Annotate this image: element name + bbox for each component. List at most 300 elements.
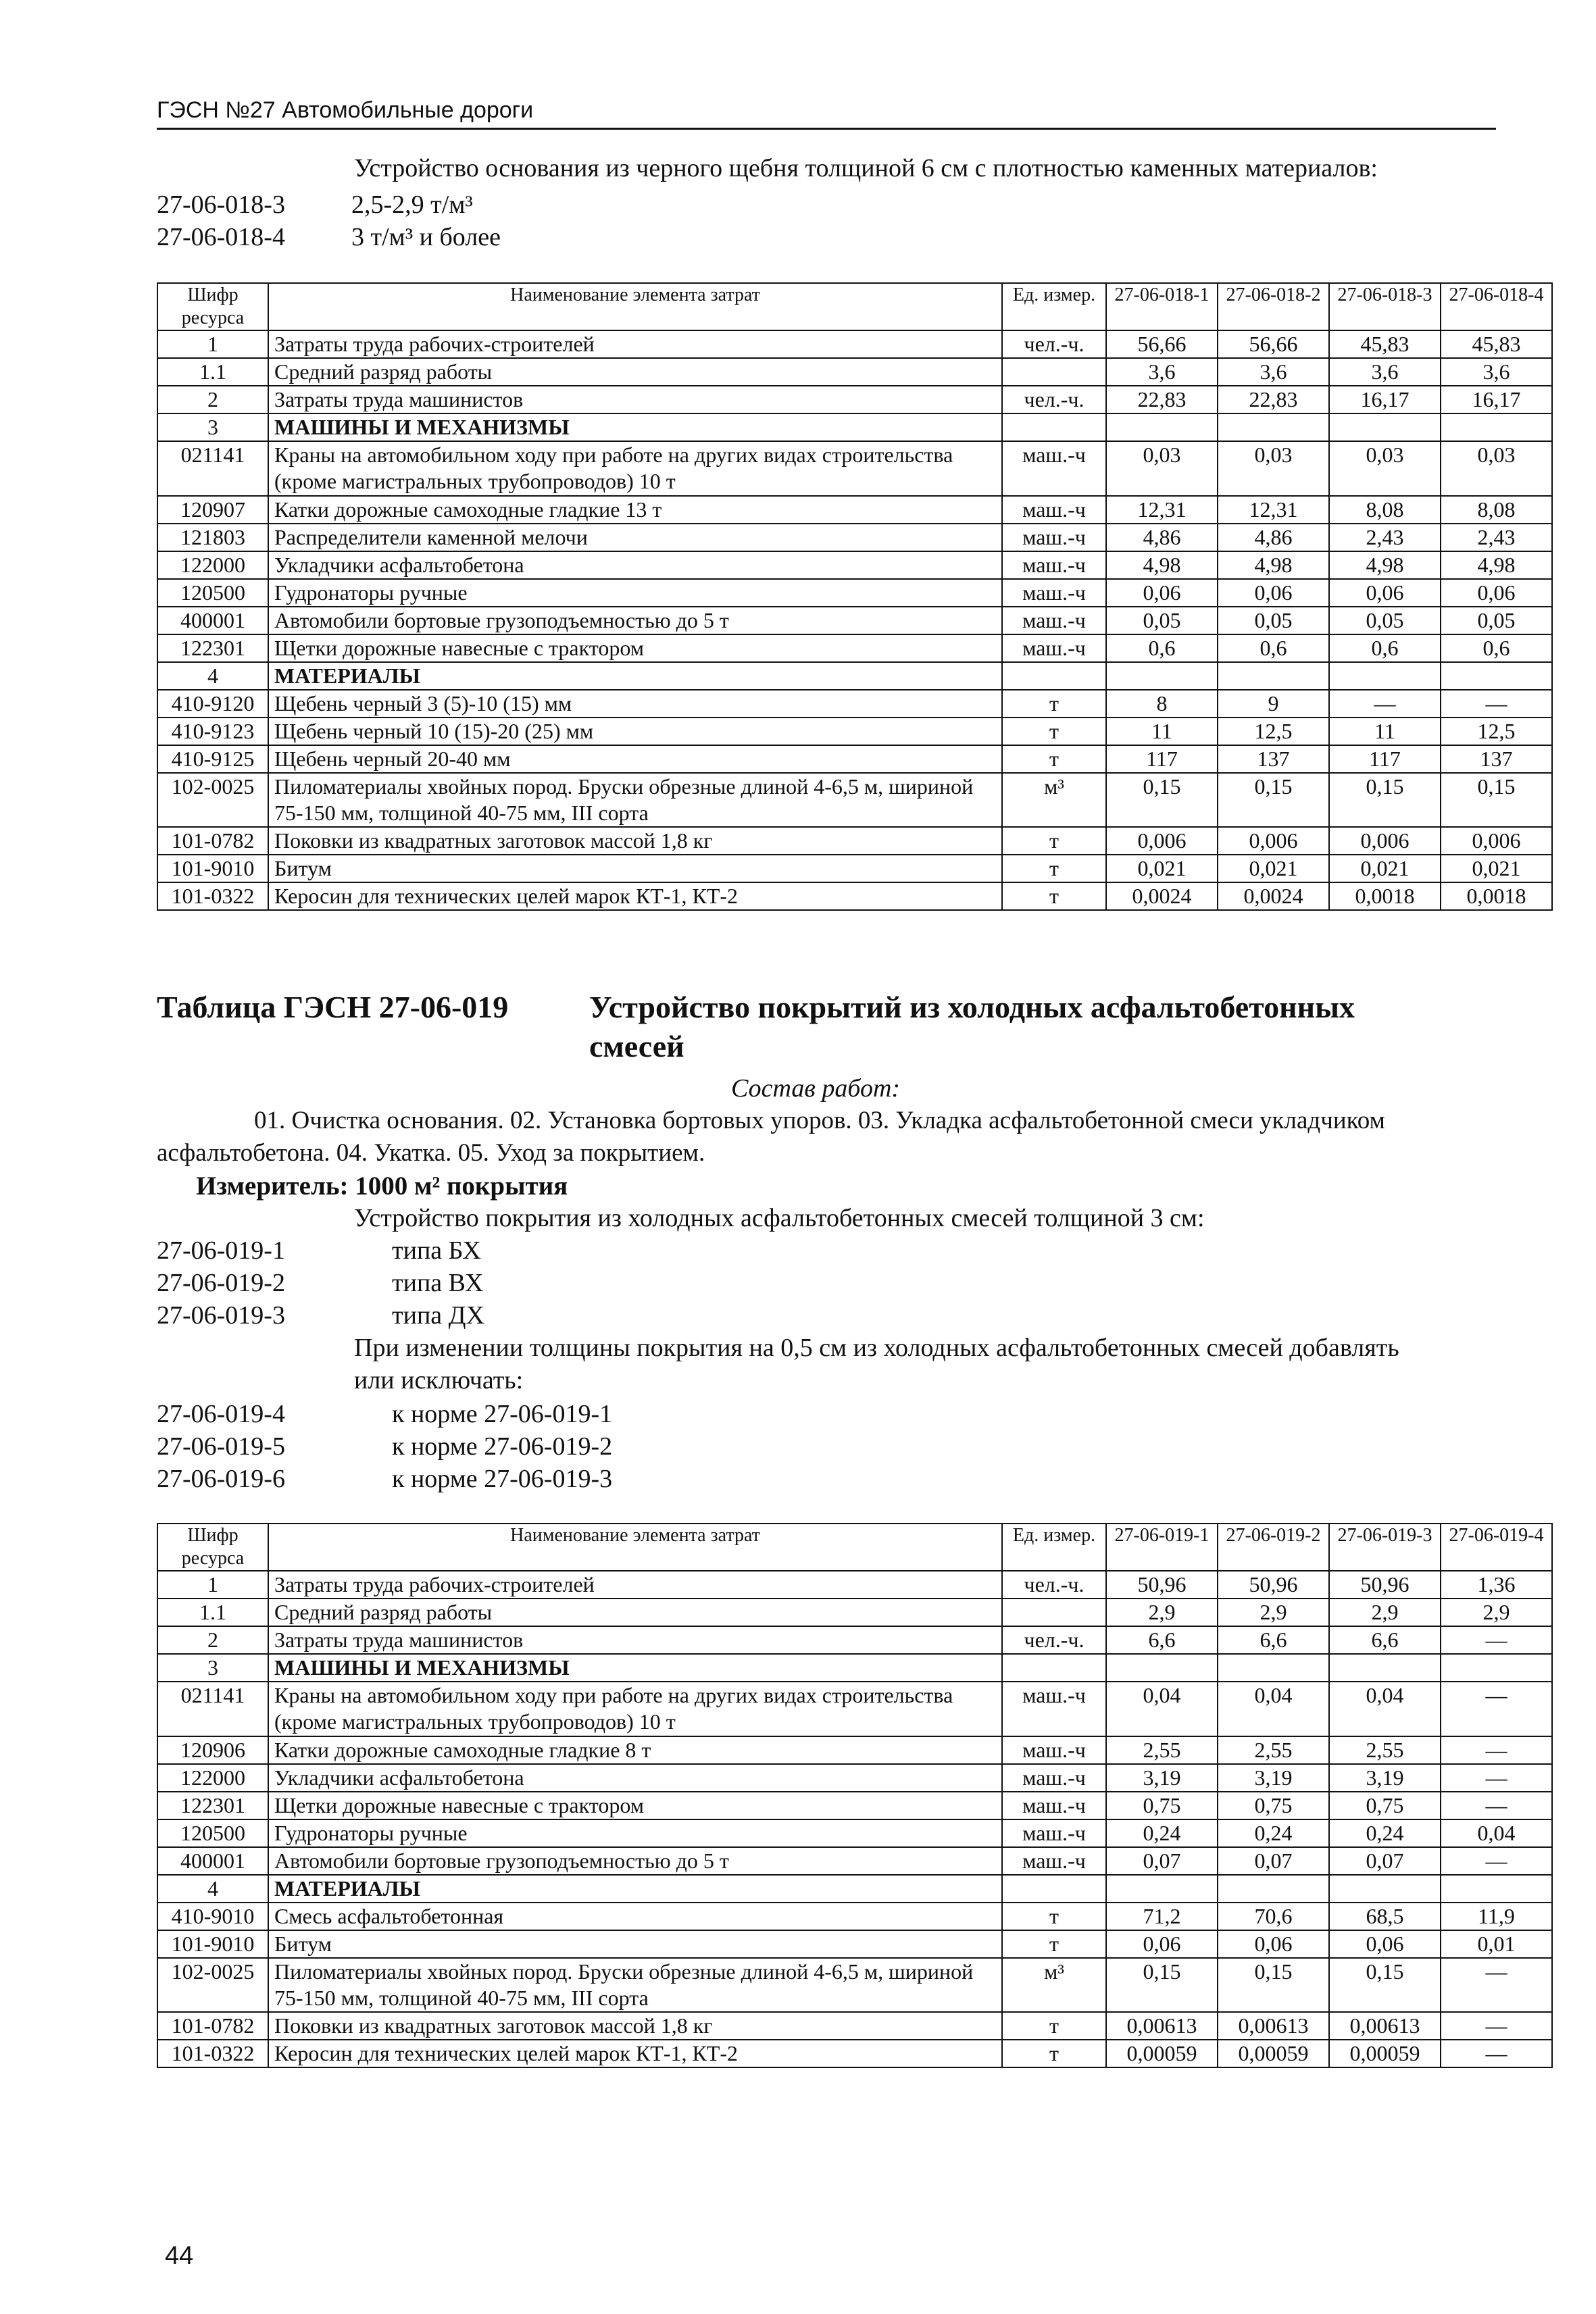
sec2-code-6: 27-06-019-6	[157, 1465, 285, 1493]
cell-norm-3: 4,98	[1329, 551, 1441, 579]
cell-unit: маш.-ч	[1002, 1736, 1106, 1764]
cell-norm-3: 3,19	[1329, 1764, 1441, 1792]
cell-norm-3: 0,0018	[1329, 882, 1441, 910]
col-header-norm-2: 27-06-018-2	[1218, 283, 1329, 330]
cell-name: Битум	[268, 855, 1002, 882]
cell-code: 101-0322	[157, 2040, 268, 2067]
cell-code: 3	[157, 413, 268, 441]
table-row	[157, 1626, 1552, 1654]
cell-norm-4: —	[1441, 1764, 1552, 1792]
cell-norm-4: 11,9	[1441, 1903, 1552, 1930]
cell-norm-4: —	[1441, 1792, 1552, 1819]
section-title-line-1: Устройство покрытий из холодных асфальтобетонных	[589, 990, 1355, 1024]
cell-code: 101-0322	[157, 882, 268, 910]
table-row	[157, 1599, 1552, 1626]
cell-unit: маш.-ч	[1002, 1682, 1106, 1736]
col-header-norm-3: 27-06-019-3	[1329, 1524, 1441, 1571]
cell-norm-4: —	[1441, 1958, 1552, 2012]
table-row	[157, 1571, 1552, 1599]
cell-norm-2: 9	[1218, 690, 1329, 718]
cell-name: Автомобили бортовые грузоподъемностью до 5 т	[268, 1847, 1002, 1875]
cell-norm-3: 0,24	[1329, 1819, 1441, 1847]
cell-name: МАТЕРИАЛЫ	[268, 662, 1002, 690]
change-line-2: или исключать:	[354, 1366, 524, 1394]
cell-norm-4: 16,17	[1441, 386, 1552, 413]
cell-norm-2: 6,6	[1218, 1626, 1329, 1654]
cell-code: 120500	[157, 579, 268, 607]
table-row	[157, 745, 1552, 773]
cell-name: МАТЕРИАЛЫ	[268, 1875, 1002, 1903]
cell-norm-2: 0,15	[1218, 1958, 1329, 2012]
cell-norm-2: 0,0024	[1218, 882, 1329, 910]
cell-unit: маш.-ч	[1002, 634, 1106, 662]
cell-name: Укладчики асфальтобетона	[268, 551, 1002, 579]
cell-unit: т	[1002, 2040, 1106, 2067]
cell-norm-1	[1106, 662, 1218, 690]
cell-norm-2: 4,86	[1218, 524, 1329, 551]
cell-norm-4: 1,36	[1441, 1571, 1552, 1599]
sec2-text-2: типа ВХ	[392, 1269, 484, 1297]
sec2-text-5: к норме 27-06-019-2	[392, 1432, 613, 1461]
cell-name: Затраты труда машинистов	[268, 386, 1002, 413]
table-row	[157, 496, 1552, 524]
cell-norm-2: 2,55	[1218, 1736, 1329, 1764]
norms-table-2	[157, 1523, 1553, 2068]
cell-norm-1: 0,00059	[1106, 2040, 1218, 2067]
cell-norm-3: 2,9	[1329, 1599, 1441, 1626]
cell-norm-1: 3,19	[1106, 1764, 1218, 1792]
cell-unit: чел.-ч.	[1002, 1626, 1106, 1654]
cell-norm-4: 0,6	[1441, 634, 1552, 662]
col-header-norm-4: 27-06-019-4	[1441, 1524, 1552, 1571]
table-row	[157, 551, 1552, 579]
cell-norm-2: 0,06	[1218, 1930, 1329, 1958]
sec1-text-1: 2,5-2,9 т/м³	[351, 191, 473, 219]
cell-norm-1: 0,06	[1106, 1930, 1218, 1958]
cell-norm-4: 0,04	[1441, 1819, 1552, 1847]
sec2-text-4: к норме 27-06-019-1	[392, 1400, 613, 1428]
cell-norm-2	[1218, 1875, 1329, 1903]
cell-unit	[1002, 358, 1106, 386]
cell-norm-4: 0,06	[1441, 579, 1552, 607]
running-header: ГЭСН №27 Автомобильные дороги	[157, 96, 1496, 130]
table-row	[157, 1764, 1552, 1792]
cell-name: Щетки дорожные навесные с трактором	[268, 1792, 1002, 1819]
cell-code: 120500	[157, 1819, 268, 1847]
col-header-code: Шифр ресурса	[157, 283, 268, 330]
cell-name: Щетки дорожные навесные с трактором	[268, 634, 1002, 662]
cell-norm-1: 0,05	[1106, 607, 1218, 634]
sec2-intro: Устройство покрытия из холодных асфальтобетонных смесей толщиной 3 см:	[354, 1204, 1205, 1232]
cell-unit: маш.-ч	[1002, 1764, 1106, 1792]
cell-unit: маш.-ч	[1002, 524, 1106, 551]
cell-code: 122000	[157, 551, 268, 579]
cell-norm-2: 0,6	[1218, 634, 1329, 662]
cell-code: 021141	[157, 441, 268, 495]
cell-code: 101-0782	[157, 2012, 268, 2040]
cell-norm-3: 0,06	[1329, 1930, 1441, 1958]
cell-unit: т	[1002, 718, 1106, 745]
cell-norm-4: —	[1441, 690, 1552, 718]
cell-norm-1: 8	[1106, 690, 1218, 718]
measure-unit: Измеритель: 1000 м² покрытия	[196, 1172, 568, 1201]
sec1-code-2: 27-06-018-4	[157, 223, 285, 251]
cell-norm-3	[1329, 662, 1441, 690]
table-row	[157, 579, 1552, 607]
cell-code: 2	[157, 386, 268, 413]
cell-code: 120906	[157, 1736, 268, 1764]
cell-norm-4: 0,05	[1441, 607, 1552, 634]
cell-code: 122301	[157, 634, 268, 662]
table-row	[157, 1847, 1552, 1875]
cell-name: Катки дорожные самоходные гладкие 13 т	[268, 496, 1002, 524]
cell-norm-1: 0,006	[1106, 827, 1218, 855]
cell-norm-1: 4,86	[1106, 524, 1218, 551]
cell-norm-4: 0,01	[1441, 1930, 1552, 1958]
cell-norm-2: 50,96	[1218, 1571, 1329, 1599]
cell-name: Краны на автомобильном ходу при работе на других видах строительства (кроме магистральных трубопроводов) 10 т	[268, 1682, 1002, 1736]
cell-norm-2: 12,31	[1218, 496, 1329, 524]
cell-name: Средний разряд работы	[268, 1599, 1002, 1626]
cell-norm-4: 2,9	[1441, 1599, 1552, 1626]
cell-code: 1.1	[157, 1599, 268, 1626]
cell-norm-4: 137	[1441, 745, 1552, 773]
cell-unit: маш.-ч	[1002, 607, 1106, 634]
cell-norm-1	[1106, 413, 1218, 441]
cell-norm-4: —	[1441, 1682, 1552, 1736]
cell-name: Поковки из квадратных заготовок массой 1,8 кг	[268, 827, 1002, 855]
table-row	[157, 2040, 1552, 2067]
cell-unit: т	[1002, 745, 1106, 773]
cell-norm-2	[1218, 1654, 1329, 1682]
cell-norm-2: 137	[1218, 745, 1329, 773]
cell-unit	[1002, 1599, 1106, 1626]
cell-name: Гудронаторы ручные	[268, 1819, 1002, 1847]
cell-norm-4: —	[1441, 2040, 1552, 2067]
cell-norm-3: 6,6	[1329, 1626, 1441, 1654]
cell-norm-2: 0,75	[1218, 1792, 1329, 1819]
cell-unit: чел.-ч.	[1002, 330, 1106, 358]
cell-norm-2: 70,6	[1218, 1903, 1329, 1930]
cell-code: 120907	[157, 496, 268, 524]
sec2-code-5: 27-06-019-5	[157, 1432, 285, 1461]
cell-unit: т	[1002, 690, 1106, 718]
cell-code: 3	[157, 1654, 268, 1682]
cell-norm-3: 0,6	[1329, 634, 1441, 662]
cell-norm-2: 3,19	[1218, 1764, 1329, 1792]
cell-unit: чел.-ч.	[1002, 386, 1106, 413]
cell-name: МАШИНЫ И МЕХАНИЗМЫ	[268, 1654, 1002, 1682]
table-row	[157, 855, 1552, 882]
cell-norm-4: 0,03	[1441, 441, 1552, 495]
cell-name: Затраты труда машинистов	[268, 1626, 1002, 1654]
cell-unit: т	[1002, 855, 1106, 882]
composition-line-2: асфальтобетона. 04. Укатка. 05. Уход за покрытием.	[157, 1139, 705, 1167]
cell-code: 121803	[157, 524, 268, 551]
cell-norm-3: 45,83	[1329, 330, 1441, 358]
cell-norm-1: 6,6	[1106, 1626, 1218, 1654]
cell-code: 101-9010	[157, 1930, 268, 1958]
cell-norm-3	[1329, 1654, 1441, 1682]
cell-code: 1	[157, 330, 268, 358]
cell-norm-4: 0,021	[1441, 855, 1552, 882]
cell-norm-2: 0,03	[1218, 441, 1329, 495]
cell-name: Поковки из квадратных заготовок массой 1,8 кг	[268, 2012, 1002, 2040]
table-row	[157, 441, 1552, 495]
col-header-unit: Ед. измер.	[1002, 1524, 1106, 1571]
cell-unit: маш.-ч	[1002, 496, 1106, 524]
sec2-code-4: 27-06-019-4	[157, 1400, 285, 1428]
cell-unit: т	[1002, 827, 1106, 855]
cell-norm-4: —	[1441, 1847, 1552, 1875]
table-row	[157, 1792, 1552, 1819]
cell-code: 410-9010	[157, 1903, 268, 1930]
cell-unit: маш.-ч	[1002, 1819, 1106, 1847]
cell-norm-1	[1106, 1654, 1218, 1682]
table-label: Таблица ГЭСН 27-06-019	[157, 990, 509, 1024]
table-row	[157, 662, 1552, 690]
cell-code: 400001	[157, 1847, 268, 1875]
cell-norm-3: 0,00613	[1329, 2012, 1441, 2040]
cell-norm-1: 2,55	[1106, 1736, 1218, 1764]
cell-name: Смесь асфальтобетонная	[268, 1903, 1002, 1930]
col-header-norm-1: 27-06-019-1	[1106, 1524, 1218, 1571]
sec2-code-2: 27-06-019-2	[157, 1269, 285, 1297]
sec2-text-6: к норме 27-06-019-3	[392, 1465, 613, 1493]
cell-norm-1: 117	[1106, 745, 1218, 773]
table-row	[157, 634, 1552, 662]
cell-name: Щебень черный 10 (15)-20 (25) мм	[268, 718, 1002, 745]
cell-unit: м³	[1002, 1958, 1106, 2012]
cell-norm-1: 0,15	[1106, 773, 1218, 827]
cell-name: Пиломатериалы хвойных пород. Бруски обрезные длиной 4-6,5 м, шириной 75-150 мм, толщиной 40-75 мм, III сорта	[268, 773, 1002, 827]
cell-unit: маш.-ч	[1002, 1792, 1106, 1819]
cell-norm-2: 2,9	[1218, 1599, 1329, 1626]
cell-name: Катки дорожные самоходные гладкие 8 т	[268, 1736, 1002, 1764]
cell-code: 101-9010	[157, 855, 268, 882]
cell-norm-3: 0,15	[1329, 1958, 1441, 2012]
cell-code: 410-9123	[157, 718, 268, 745]
sec1-intro: Устройство основания из черного щебня толщиной 6 см с плотностью каменных материалов:	[354, 154, 1378, 182]
cell-norm-3: 11	[1329, 718, 1441, 745]
cell-code: 101-0782	[157, 827, 268, 855]
table-row	[157, 2012, 1552, 2040]
cell-unit: т	[1002, 1930, 1106, 1958]
cell-norm-3: 0,75	[1329, 1792, 1441, 1819]
cell-norm-4: 12,5	[1441, 718, 1552, 745]
cell-norm-4: 2,43	[1441, 524, 1552, 551]
cell-name: Керосин для технических целей марок КТ-1, КТ-2	[268, 2040, 1002, 2067]
cell-norm-1: 0,06	[1106, 579, 1218, 607]
cell-norm-3: 0,05	[1329, 607, 1441, 634]
cell-unit: т	[1002, 2012, 1106, 2040]
cell-code: 410-9120	[157, 690, 268, 718]
cell-norm-3: 0,15	[1329, 773, 1441, 827]
cell-code: 410-9125	[157, 745, 268, 773]
cell-name: Щебень черный 3 (5)-10 (15) мм	[268, 690, 1002, 718]
cell-name: Щебень черный 20-40 мм	[268, 745, 1002, 773]
table-row	[157, 773, 1552, 827]
table-row	[157, 1819, 1552, 1847]
cell-norm-2: 0,00059	[1218, 2040, 1329, 2067]
cell-norm-3: 68,5	[1329, 1903, 1441, 1930]
cell-unit: м³	[1002, 773, 1106, 827]
cell-norm-3: 16,17	[1329, 386, 1441, 413]
cell-norm-1: 2,9	[1106, 1599, 1218, 1626]
cell-norm-4: 4,98	[1441, 551, 1552, 579]
cell-norm-4: 3,6	[1441, 358, 1552, 386]
cell-norm-3: 0,06	[1329, 579, 1441, 607]
cell-norm-1: 0,0024	[1106, 882, 1218, 910]
cell-unit: маш.-ч	[1002, 579, 1106, 607]
cell-norm-1: 3,6	[1106, 358, 1218, 386]
cell-norm-4: 0,006	[1441, 827, 1552, 855]
sec2-text-1: типа БХ	[392, 1236, 481, 1265]
col-header-code: Шифр ресурса	[157, 1524, 268, 1571]
cell-name: Средний разряд работы	[268, 358, 1002, 386]
cell-norm-3: 117	[1329, 745, 1441, 773]
cell-unit: маш.-ч	[1002, 551, 1106, 579]
cell-norm-1: 71,2	[1106, 1903, 1218, 1930]
cell-norm-1: 0,15	[1106, 1958, 1218, 2012]
cell-unit: т	[1002, 882, 1106, 910]
cell-name: Керосин для технических целей марок КТ-1, КТ-2	[268, 882, 1002, 910]
cell-norm-1: 50,96	[1106, 1571, 1218, 1599]
cell-norm-2: 0,07	[1218, 1847, 1329, 1875]
table-header-row	[157, 283, 1552, 330]
cell-norm-2: 0,24	[1218, 1819, 1329, 1847]
cell-code: 102-0025	[157, 773, 268, 827]
sec2-text-3: типа ДХ	[392, 1301, 485, 1330]
table-row	[157, 827, 1552, 855]
cell-norm-2: 0,06	[1218, 579, 1329, 607]
cell-norm-1: 0,6	[1106, 634, 1218, 662]
cell-norm-1: 0,75	[1106, 1792, 1218, 1819]
sec1-text-2: 3 т/м³ и более	[351, 223, 501, 251]
table-row	[157, 882, 1552, 910]
table-row	[157, 1682, 1552, 1736]
cell-code: 102-0025	[157, 1958, 268, 2012]
cell-norm-1: 0,03	[1106, 441, 1218, 495]
cell-norm-4	[1441, 1875, 1552, 1903]
cell-norm-4	[1441, 1654, 1552, 1682]
cell-unit	[1002, 1654, 1106, 1682]
cell-norm-4: 0,15	[1441, 773, 1552, 827]
table-row	[157, 413, 1552, 441]
cell-norm-3: 2,55	[1329, 1736, 1441, 1764]
cell-norm-2	[1218, 413, 1329, 441]
cell-norm-1: 0,021	[1106, 855, 1218, 882]
cell-unit: маш.-ч	[1002, 1847, 1106, 1875]
col-header-norm-1: 27-06-018-1	[1106, 283, 1218, 330]
cell-norm-1: 12,31	[1106, 496, 1218, 524]
cell-norm-3: 3,6	[1329, 358, 1441, 386]
col-header-norm-4: 27-06-018-4	[1441, 283, 1552, 330]
cell-name: Укладчики асфальтобетона	[268, 1764, 1002, 1792]
table-row	[157, 1903, 1552, 1930]
table-row	[157, 1654, 1552, 1682]
cell-code: 4	[157, 662, 268, 690]
cell-name: Краны на автомобильном ходу при работе на других видах строительства (кроме магистральных трубопроводов) 10 т	[268, 441, 1002, 495]
cell-name: Гудронаторы ручные	[268, 579, 1002, 607]
cell-norm-4: —	[1441, 1626, 1552, 1654]
table-row	[157, 1736, 1552, 1764]
cell-norm-3: 0,006	[1329, 827, 1441, 855]
cell-norm-1: 22,83	[1106, 386, 1218, 413]
cell-code: 1	[157, 1571, 268, 1599]
cell-norm-3	[1329, 413, 1441, 441]
cell-norm-2: 56,66	[1218, 330, 1329, 358]
cell-name: Пиломатериалы хвойных пород. Бруски обрезные длиной 4-6,5 м, шириной 75-150 мм, толщиной 40-75 мм, III сорта	[268, 1958, 1002, 2012]
norms-table-1	[157, 282, 1553, 911]
change-line-1: При изменении толщины покрытия на 0,5 см из холодных асфальтобетонных смесей добавлять	[354, 1334, 1399, 1362]
sec2-code-1: 27-06-019-1	[157, 1236, 285, 1265]
page-number: 44	[165, 2242, 194, 2270]
table-row	[157, 358, 1552, 386]
cell-norm-1: 0,07	[1106, 1847, 1218, 1875]
cell-norm-1: 0,00613	[1106, 2012, 1218, 2040]
composition-label: Состав работ:	[731, 1074, 901, 1103]
cell-unit: т	[1002, 1903, 1106, 1930]
cell-unit	[1002, 413, 1106, 441]
col-header-name: Наименование элемента затрат	[268, 283, 1002, 330]
cell-norm-3	[1329, 1875, 1441, 1903]
cell-unit: маш.-ч	[1002, 441, 1106, 495]
cell-norm-2: 0,021	[1218, 855, 1329, 882]
cell-name: Битум	[268, 1930, 1002, 1958]
cell-norm-2: 0,006	[1218, 827, 1329, 855]
cell-norm-1: 0,24	[1106, 1819, 1218, 1847]
cell-name: Затраты труда рабочих-строителей	[268, 330, 1002, 358]
cell-norm-2: 3,6	[1218, 358, 1329, 386]
cell-norm-2: 12,5	[1218, 718, 1329, 745]
cell-norm-1: 11	[1106, 718, 1218, 745]
cell-norm-3: —	[1329, 690, 1441, 718]
table-row	[157, 607, 1552, 634]
table-header-row	[157, 1524, 1552, 1571]
cell-name: МАШИНЫ И МЕХАНИЗМЫ	[268, 413, 1002, 441]
col-header-unit: Ед. измер.	[1002, 283, 1106, 330]
cell-norm-4	[1441, 662, 1552, 690]
cell-norm-3: 8,08	[1329, 496, 1441, 524]
cell-code: 4	[157, 1875, 268, 1903]
cell-norm-4: —	[1441, 1736, 1552, 1764]
composition-line-1: 01. Очистка основания. 02. Установка бортовых упоров. 03. Укладка асфальтобетонной смеси укладчиком	[254, 1107, 1385, 1134]
table-row	[157, 1875, 1552, 1903]
cell-unit	[1002, 1875, 1106, 1903]
cell-norm-2: 0,15	[1218, 773, 1329, 827]
cell-code: 2	[157, 1626, 268, 1654]
table-row	[157, 330, 1552, 358]
cell-norm-3: 0,03	[1329, 441, 1441, 495]
cell-norm-4: —	[1441, 2012, 1552, 2040]
table-row	[157, 1958, 1552, 2012]
cell-norm-1	[1106, 1875, 1218, 1903]
cell-norm-2: 4,98	[1218, 551, 1329, 579]
sec1-code-1: 27-06-018-3	[157, 191, 285, 219]
cell-name: Затраты труда рабочих-строителей	[268, 1571, 1002, 1599]
cell-name: Распределители каменной мелочи	[268, 524, 1002, 551]
section-title-line-2: смесей	[589, 1029, 684, 1063]
cell-norm-1: 0,04	[1106, 1682, 1218, 1736]
cell-code: 400001	[157, 607, 268, 634]
table-row	[157, 1930, 1552, 1958]
cell-unit: чел.-ч.	[1002, 1571, 1106, 1599]
cell-norm-3: 2,43	[1329, 524, 1441, 551]
cell-unit	[1002, 662, 1106, 690]
cell-norm-3: 0,07	[1329, 1847, 1441, 1875]
cell-norm-2: 0,05	[1218, 607, 1329, 634]
